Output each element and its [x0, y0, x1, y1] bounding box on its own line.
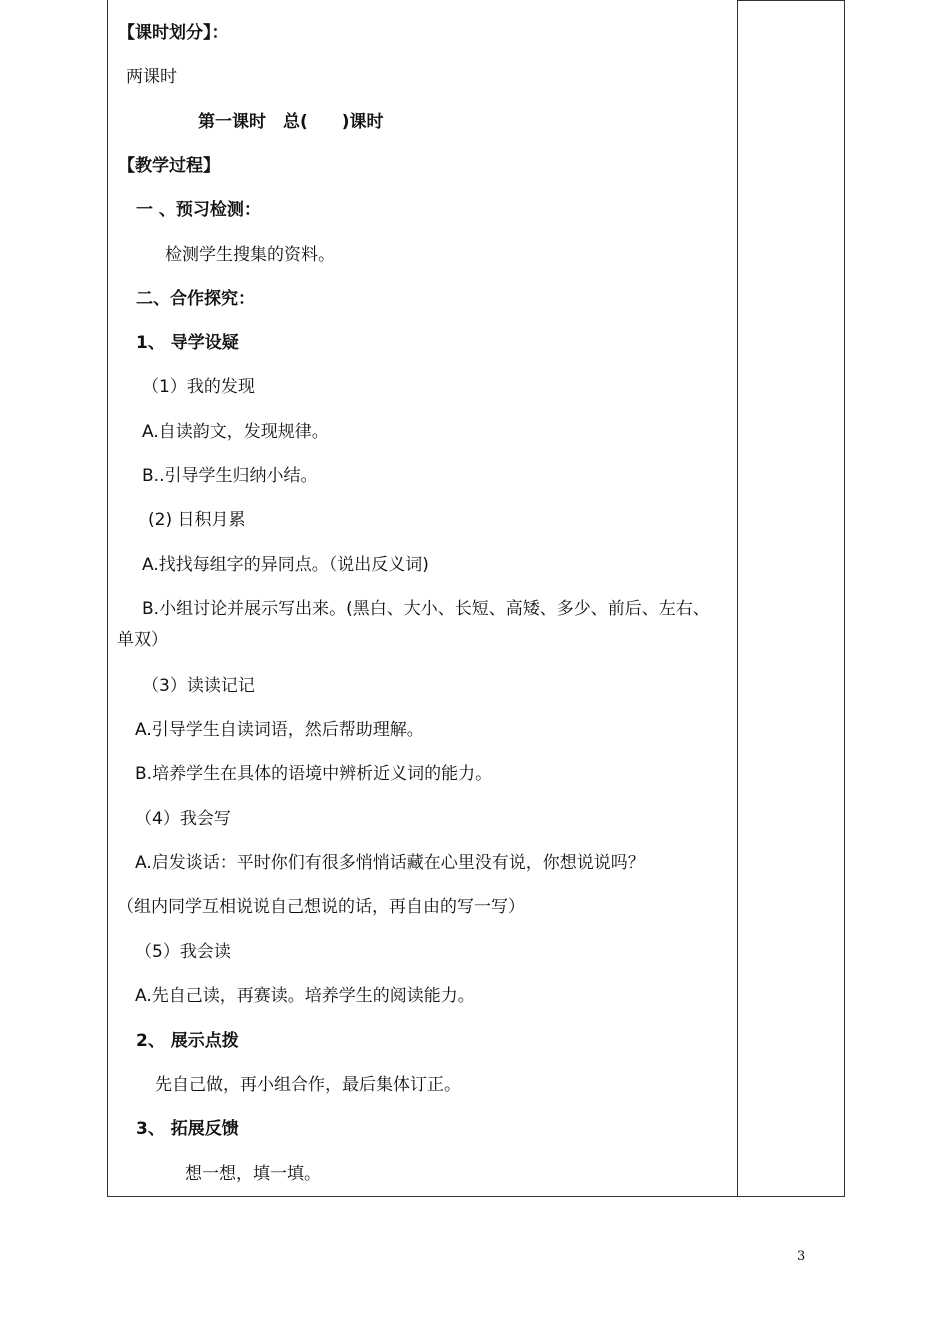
table-column-divider — [737, 0, 738, 1197]
sub-heading-presentation: 2、 展示点拨 — [136, 1031, 239, 1051]
item-heading: （3）读读记记 — [142, 676, 255, 696]
step-text: 检测学生搜集的资料。 — [165, 245, 335, 265]
item-heading: （5）我会读 — [135, 942, 231, 962]
sub-heading-guided-questions: 1、 导学设疑 — [136, 333, 239, 353]
item-text: B.培养学生在具体的语境中辨析近义词的能力。 — [135, 764, 493, 784]
table-top-border — [737, 0, 845, 1]
lesson-count: 两课时 — [126, 67, 177, 87]
item-text: A.先自己读，再赛读。培养学生的阅读能力。 — [135, 986, 475, 1006]
item-text-continued: 单双） — [117, 630, 168, 650]
item-heading: （1）我的发现 — [142, 377, 255, 397]
item-text: B.小组讨论并展示写出来。(黑白、大小、长短、高矮、多少、前后、左右、 — [142, 599, 710, 619]
step-heading-cooperation: 二、合作探究： — [136, 289, 255, 309]
step-text: 先自己做，再小组合作，最后集体订正。 — [155, 1075, 461, 1095]
item-text: A.引导学生自读词语，然后帮助理解。 — [135, 720, 424, 740]
page-number: 3 — [797, 1249, 806, 1264]
sub-heading-extension: 3、 拓展反馈 — [136, 1119, 239, 1139]
item-heading: (2) 日积月累 — [148, 510, 246, 530]
item-heading: （4）我会写 — [135, 809, 231, 829]
section-heading-lesson-division: 【课时划分】： — [118, 23, 229, 43]
step-text: 想一想，填一填。 — [185, 1164, 321, 1184]
item-text: A.启发谈话：平时你们有很多悄悄话藏在心里没有说，你想说说吗？ — [135, 853, 645, 873]
item-text: B..引导学生归纳小结。 — [142, 466, 318, 486]
item-text: A.找找每组字的异同点。（说出反义词) — [142, 555, 429, 575]
section-heading-teaching-process: 【教学过程】 — [118, 156, 220, 176]
item-text-continued: （组内同学互相说说自己想说的话，再自由的写一写） — [117, 897, 525, 917]
item-text: A.自读韵文，发现规律。 — [142, 422, 329, 442]
lesson-title: 第一课时 总( )课时 — [198, 112, 384, 132]
step-heading-preview: 一 、预习检测： — [136, 200, 261, 220]
